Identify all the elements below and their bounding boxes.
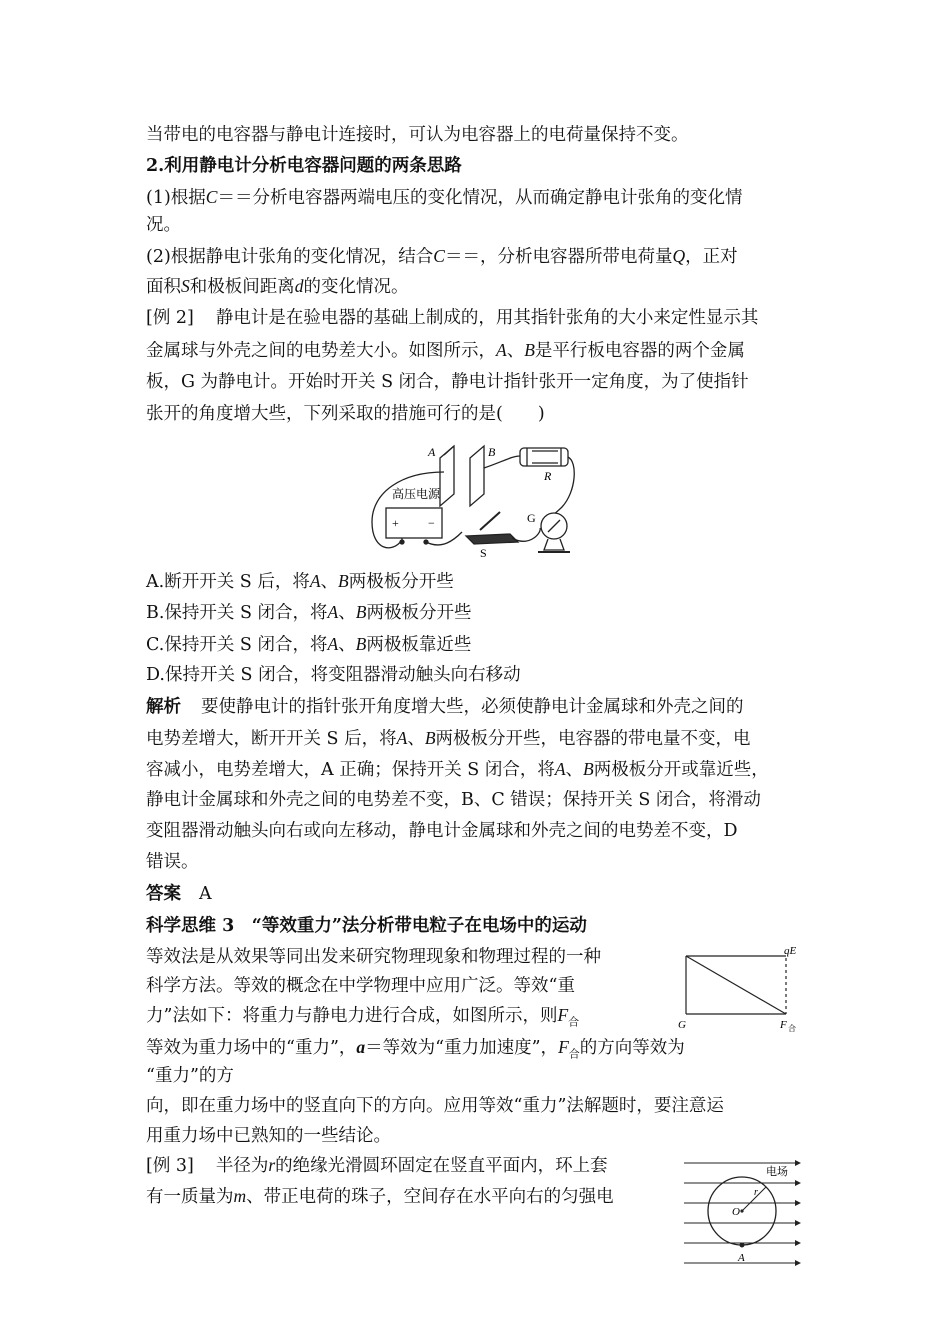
meter-label: G	[527, 511, 536, 525]
point-a-label: A	[738, 1252, 745, 1264]
paragraph-line: 等效为重力场中的“重力”，a＝等效为“重力加速度”，$F_合$的方向等效为	[146, 1037, 685, 1061]
example-tag: [例 3]	[146, 1156, 194, 1176]
force-diagram	[676, 944, 806, 1036]
solution-line: 容减小，电势差增大，A 正确；保持开关 S 闭合，将A、B两极板分开或靠近些，	[146, 759, 769, 780]
solution-line: 变阻器滑动触头向右或向左移动，静电计金属球和外壳之间的电势差不变，D	[146, 821, 738, 841]
section-heading: 科学思维 3 “等效重力”法分析带电粒子在电场中的运动	[146, 916, 587, 936]
paragraph-line: 况。	[146, 215, 181, 235]
center-label: O	[732, 1206, 740, 1218]
ring-field-figure	[680, 1153, 810, 1273]
example-tag: [例 2]	[146, 308, 194, 328]
plate-a-label: A	[428, 445, 436, 459]
example-3-line: 有一质量为m、带正电荷的珠子，空间存在水平向右的匀强电	[146, 1186, 614, 1207]
field-label: 电场	[766, 1166, 788, 1178]
example-2-line: [例 2] 静电计是在验电器的基础上制成的，用其指针张角的大小来定性显示其	[146, 308, 759, 328]
option-d: D.保持开关 S 闭合，将变阻器滑动触头向右移动	[146, 665, 521, 685]
answer-value: A	[199, 884, 212, 904]
answer-tag: 答案	[146, 884, 181, 904]
solution-line: 静电计金属球和外壳之间的电势差不变，B、C 错误；保持开关 S 闭合，将滑动	[146, 790, 761, 810]
switch-label: S	[480, 546, 487, 560]
solution-line: 错误。	[146, 852, 199, 872]
paragraph-line: “重力”的方	[146, 1066, 234, 1086]
g-label: G	[678, 1019, 686, 1031]
qe-label: qE	[784, 945, 797, 957]
example-2-line: 张开的角度增大些，下列采取的措施可行的是( )	[146, 404, 545, 424]
plus-sign: +	[392, 516, 399, 530]
paragraph-line: (1)根据C＝＝分析电容器两端电压的变化情况，从而确定静电计张角的变化情	[146, 187, 743, 208]
example-2-line: 板，G 为静电计。开始时开关 S 闭合，静电计指针张开一定角度，为了使指针	[146, 372, 749, 392]
solution-line: 解析 要使静电计的指针张开角度增大些，必须使静电计金属球和外壳之间的	[146, 697, 744, 717]
example-3-line: [例 3] 半径为r的绝缘光滑圆环固定在竖直平面内，环上套	[146, 1155, 608, 1176]
answer-line	[146, 882, 212, 906]
paragraph-line: 当带电的电容器与静电计连接时，可认为电容器上的电荷量保持不变。	[146, 125, 689, 145]
power-source-label: 高压电源	[392, 487, 441, 501]
paragraph-line: 用重力场中已熟知的一些结论。	[146, 1126, 391, 1146]
paragraph-line: 科学方法。等效的概念在中学物理中应用广泛。等效“重	[146, 976, 575, 996]
f-label: F	[780, 1019, 787, 1031]
section-heading: 2.利用静电计分析电容器问题的两条思路	[146, 156, 462, 176]
option-b: B.保持开关 S 闭合，将A、B两极板分开些	[146, 602, 472, 623]
plate-b-label: B	[488, 445, 496, 459]
radius-label: r	[754, 1187, 758, 1198]
solution-tag: 解析	[146, 697, 181, 717]
circuit-figure	[362, 432, 592, 562]
paragraph-line: 向，即在重力场中的竖直向下的方向。应用等效“重力”法解题时，要注意运	[146, 1096, 724, 1116]
option-c: C.保持开关 S 闭合，将A、B两极板靠近些	[146, 634, 472, 655]
f-subscript: 合	[788, 1024, 796, 1033]
solution-line: 电势差增大，断开开关 S 后，将A、B两极板分开些，电容器的带电量不变，电	[146, 728, 751, 749]
option-a: A.断开开关 S 后，将A、B两极板分开些	[146, 571, 454, 592]
resistor-label: R	[544, 469, 552, 483]
paragraph-line: 力”法如下：将重力与静电力进行合成，如图所示，则$F_合$	[146, 1005, 580, 1029]
minus-sign: −	[428, 516, 435, 530]
example-2-line: 金属球与外壳之间的电势差大小。如图所示，A、B是平行板电容器的两个金属	[146, 340, 745, 361]
paragraph-line: 等效法是从效果等同出发来研究物理现象和物理过程的一种	[146, 947, 601, 967]
paragraph-line: 面积S和极板间距离d的变化情况。	[146, 276, 409, 297]
paragraph-line: (2)根据静电计张角的变化情况，结合C＝＝，分析电容器所带电荷量Q，正对	[146, 246, 738, 267]
